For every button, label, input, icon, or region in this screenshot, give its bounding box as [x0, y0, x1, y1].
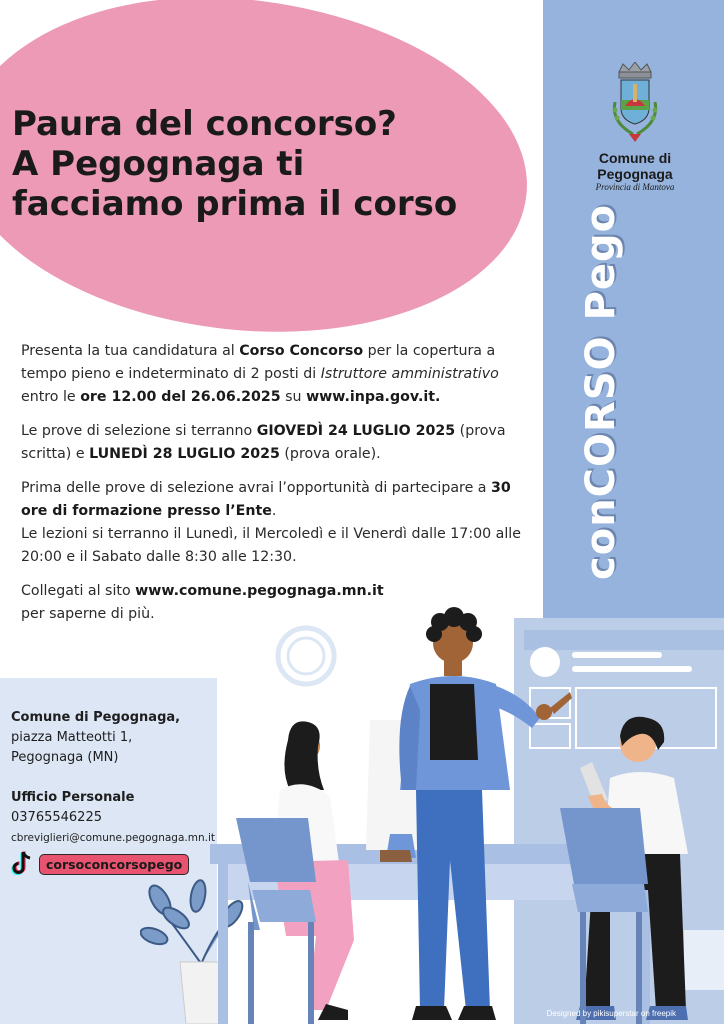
inpa-link[interactable]: www.inpa.gov.it.	[306, 389, 441, 405]
logo-subtitle: Provincia di Mantova	[595, 182, 675, 192]
text: per la copertura a tempo pieno e indeterminato di 2 posti di	[21, 343, 496, 382]
office-team-illustration	[140, 600, 724, 1024]
contact-name: Comune di Pegognaga,	[11, 710, 181, 725]
text: Collegati al sito	[21, 583, 136, 599]
website-link[interactable]: www.comune.pegognaga.mn.it	[135, 583, 384, 599]
municipality-logo	[560, 62, 710, 192]
paragraph-application	[21, 340, 521, 409]
written-exam-date: GIOVEDÌ 24 LUGLIO 2025	[256, 423, 456, 439]
text: (prova orale).	[279, 446, 381, 462]
text: .	[271, 503, 277, 519]
italic-text: Istruttore amministrativo	[320, 366, 499, 382]
text: per saperne di più.	[21, 606, 155, 622]
contact-city: Pegognaga (MN)	[11, 750, 119, 765]
bold-text: Corso Concorso	[239, 343, 364, 359]
logo-name: Comune di Pegognaga	[597, 150, 673, 182]
text: entro le	[21, 389, 81, 405]
office-name: Ufficio Personale	[11, 790, 135, 805]
headline-line-3: facciamo prima il corso	[12, 184, 458, 224]
tiktok-icon	[11, 851, 33, 877]
deadline-text: ore 12.00 del 26.06.2025	[80, 389, 281, 405]
image-credit: Designed by pikisuperstar on freepik	[546, 1009, 676, 1018]
headline	[12, 104, 512, 224]
side-title: conCORSO Pego	[578, 203, 624, 580]
contact-street: piazza Matteotti 1,	[11, 730, 133, 745]
coat-of-arms-icon	[603, 62, 667, 150]
text: Prima delle prove di selezione avrai l’opportunità di partecipare a	[21, 480, 492, 496]
text: Le prove di selezione si terranno	[21, 423, 257, 439]
oral-exam-date: LUNEDÌ 28 LUGLIO 2025	[89, 446, 280, 462]
text: Presenta la tua candidatura al	[21, 343, 240, 359]
email-address[interactable]: cbreviglieri@comune.pegognaga.mn.it	[11, 832, 216, 844]
schedule-text: Le lezioni si terranno il Lunedì, il Mercoledì e il Venerdì dalle 17:00 alle 20:00 e il Sabato dalle 8:30 alle 12:30.	[21, 526, 521, 565]
training-hours-text: 30 ore di formazione presso l’Ente	[21, 480, 511, 519]
headline-line-2: A Pegognaga ti	[12, 144, 305, 184]
phone-number[interactable]: 03765546225	[11, 810, 102, 825]
paragraph-exams	[21, 420, 521, 466]
paragraph-training	[21, 477, 521, 569]
body-text	[21, 340, 521, 637]
tiktok-handle-label: corsoconcorsopego	[39, 854, 189, 875]
headline-line-1: Paura del concorso?	[12, 104, 397, 144]
text: (prova scritta) e	[21, 423, 506, 462]
text: su	[280, 389, 307, 405]
